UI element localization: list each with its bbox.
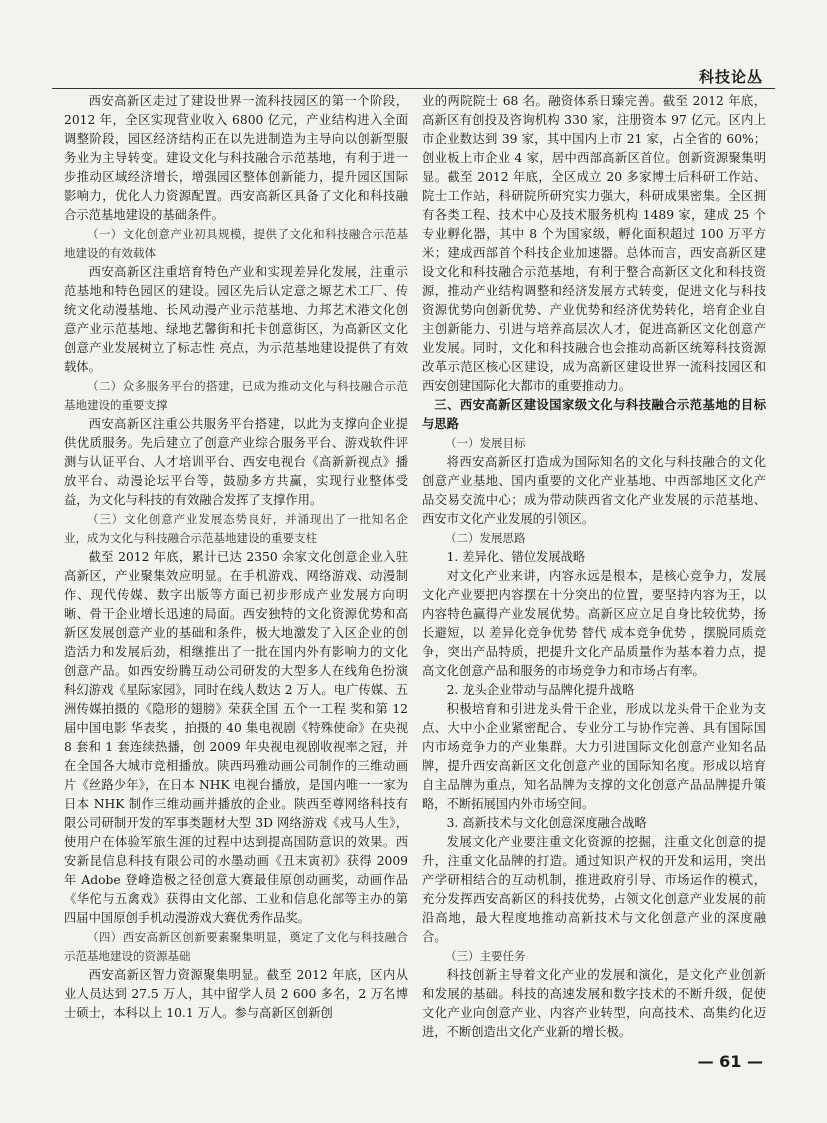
paragraph: 科技创新主导着文化产业的发展和演化，是文化产业创新和发展的基础。科技的高速发展和数字技术的不断升级，促使文化产业向创意产业、内容产业转型，向高技术、高集约化迈进，不断创造出文化产业新的增长极。: [422, 968, 766, 1039]
section-heading: 三、西安高新区建设国家级文化与科技融合示范基地的目标与思路: [422, 398, 766, 431]
header-rule: [52, 88, 775, 89]
paragraph: 截至 2012 年底，累计已达 2350 余家文化创意企业入驻高新区，产业聚集效应明显。在手机游戏、网络游戏、动漫制作、现代传媒、数字出版等方面已初步形成产业发展方向明晰、骨干企业增长迅速的局面。西安独特的文化资源优势和高新区发展创意产业的基础和条件，极大地激发了入区企业的创造活力和发展后劲，相继推出了一批在国内外有影响力的文化创意产品。如西安纷腾互动公司研发的大型多人在线角色扮演科幻游戏《星际家园》，同时在线人数达 2 万人。电广传媒、五洲传媒拍摄的《隐形的翅膀》荣获全国 五个一工程 奖和第 12 届中国电影 华表奖 ，拍摄的 40 集电视剧《特殊使命》在央视 8 套和 1 套连续热播，创 2009 年央视电视剧收视率之冠，并在全国各大城市竞相播放。陕西玛雅动画公司制作的三维动画片《丝路少年》，在日本 NHK 电视台播放，是国内唯一一家为日本 NHK 制作三维动画并播放的企业。陕西至尊网络科技有限公司研制开发的军事类题材大型 3D 网络游戏《戎马人生》，使用户在体验军旅生涯的过程中达到提高国防意识的效果。西安新昆信息科技有限公司的水墨动画《丑末寅初》获得 2009 年 Adobe 登峰造极之径创意大赛最佳原创动画奖，动画作品《华佗与五禽戏》获得由文化部、工业和信息化部等主办的第四届中国原创手机动漫游戏大赛优秀作品奖。: [64, 550, 408, 925]
right-column: [422, 92, 766, 1052]
paragraph: 西安高新区走过了建设世界一流科技园区的第一个阶段，2012 年，全区实现营业收入 6800 亿元，产业结构进入全面调整阶段，园区经济结构正在以先进制造为主导向以创新型服务业为主导转变。建设文化与科技融合示范基地，有利于进一步推动区域经济增长，增强园区整体创新能力，提升园区国际影响力，优化人力资源配置。西安高新区具备了文化和科技融合示范基地建设的基础条件。: [64, 94, 408, 222]
paragraph: 积极培育和引进龙头骨干企业，形成以龙头骨干企业为支点、大中小企业紧密配合、专业分工与协作完善、具有国际国内市场竞争力的产业集群。大力引进国际文化创意产业知名品牌，提升西安高新区文化创意产业的国际知名度。形成以培育自主品牌为重点，知名品牌为支撑的文化创意产品品牌提升策略，不断拓展国内外市场空间。: [422, 702, 766, 811]
header-section-label: 科技论丛: [698, 68, 763, 86]
paragraph: 西安高新区注重公共服务平台搭建，以此为支撑向企业提供优质服务。先后建立了创意产业综合服务平台、游戏软件评测与认证平台、人才培训平台、西安电视台《高新新视点》播放平台、动漫论坛平台等，鼓励多方共赢，实现行业整体受益，为文化与科技的有效融合发挥了支撑作用。: [64, 417, 408, 507]
paragraph: 对文化产业来讲，内容永远是根本，是核心竞争力，发展文化产业要把内容摆在十分突出的位置，要坚持内容为王，以内容特色赢得产业发展优势。高新区应立足自身比较优势，扬长避短，以 差异化竞争优势 替代 成本竞争优势 ，摆脱同质竞争，突出产品特质，把提升文化产品质量作为基本着力点，提高文化创意产品和服务的市场竞争力和市场占有率。: [422, 569, 766, 678]
strategy-heading: 3. 高新技术与文化创意深度融合战略: [446, 816, 647, 830]
paragraph: 将西安高新区打造成为国际知名的文化与科技融合的文化创意产业基地、国内重要的文化产业基地、中西部地区文化产品交易交流中心；成为带动陕西省文化产业发展的示范基地、西安市文化产业发展的引领区。: [422, 455, 766, 526]
page-number: — 61 —: [697, 1052, 763, 1071]
left-column: [64, 92, 408, 1052]
subheading: （三）文化创意产业发展态势良好，并涌现出了一批知名企业，成为文化与科技融合示范基地建设的重要支柱: [64, 512, 408, 545]
subheading: （一）文化创意产业初具规模，提供了文化和科技融合示范基地建设的有效载体: [64, 227, 408, 260]
subheading: （一）发展目标: [445, 436, 526, 450]
subheading: （二）众多服务平台的搭建，已成为推动文化与科技融合示范基地建设的重要支撑: [64, 379, 408, 412]
paragraph-continued: 业的两院院士 68 名。融资体系日臻完善。截至 2012 年底，高新区有创投及咨询机构 330 家，注册资本 97 亿元。区内上市企业数达到 39 家，其中国内上市 21 家，占全省的 60%；创业板上市企业 4 家，居中西部高新区首位。创新资源聚集明显。截至 2012 年底，全区成立 20 多家博士后科研工作站、院士工作站，科研院所研究实力强大，科研成果密集。全区拥有各类工程、技术中心及技术服务机构 1489 家，建成 25 个专业孵化器，其中 8 个为国家级，孵化面积超过 100 万平方米；建成西部首个科技企业加速器。总体而言，西安高新区建设文化和科技融合示范基地，有利于整合高新区文化和科技资源，推动产业结构调整和经济发展方式转变，促进文化与科技资源优势向创新优势、产业优势和经济优势转化，培育企业自主创新能力、引进与培养高层次人才，促进高新区文化创意产业发展。同时，文化和科技融合也会推动高新区统筹科技资源改革示范区核心区建设，成为高新区建设世界一流科技园区和西安创建国际化大都市的重要推动力。: [422, 94, 766, 393]
strategy-heading: 1. 差异化、错位发展战略: [446, 550, 586, 564]
subheading: （三）主要任务: [445, 949, 526, 963]
paragraph: 西安高新区智力资源聚集明显。截至 2012 年底，区内从业人员达到 27.5 万人，其中留学人员 2 600 多名，2 万名博士硕士，本科以上 10.1 万人。参与高新区创新创: [64, 968, 408, 1020]
subheading: （二）发展思路: [445, 531, 526, 545]
subheading: （四）西安高新区创新要素聚集明显，奠定了文化与科技融合示范基地建设的资源基础: [64, 930, 408, 963]
paragraph: 发展文化产业要注重文化资源的挖掘，注重文化创意的提升，注重文化品牌的打造。通过知识产权的开发和运用，突出产学研相结合的互动机制，推进政府引导、市场运作的模式，充分发挥西安高新区的科技优势，占领文化创意产业发展的前沿高地，最大程度地推动高新技术与文化创意产业的深度融合。: [422, 835, 766, 944]
strategy-heading: 2. 龙头企业带动与品牌化提升战略: [446, 683, 635, 697]
paragraph: 西安高新区注重培育特色产业和实现差异化发展，注重示范基地和特色园区的建设。园区先后认定意之塬艺术工厂、传统文化动漫基地、长风动漫产业示范基地、力邦艺术港文化创意产业示范基地、绿地艺馨街和托卡创意街区，为高新区文化创意产业发展树立了标志性 亮点，为示范基地建设提供了有效载体。: [64, 265, 408, 374]
